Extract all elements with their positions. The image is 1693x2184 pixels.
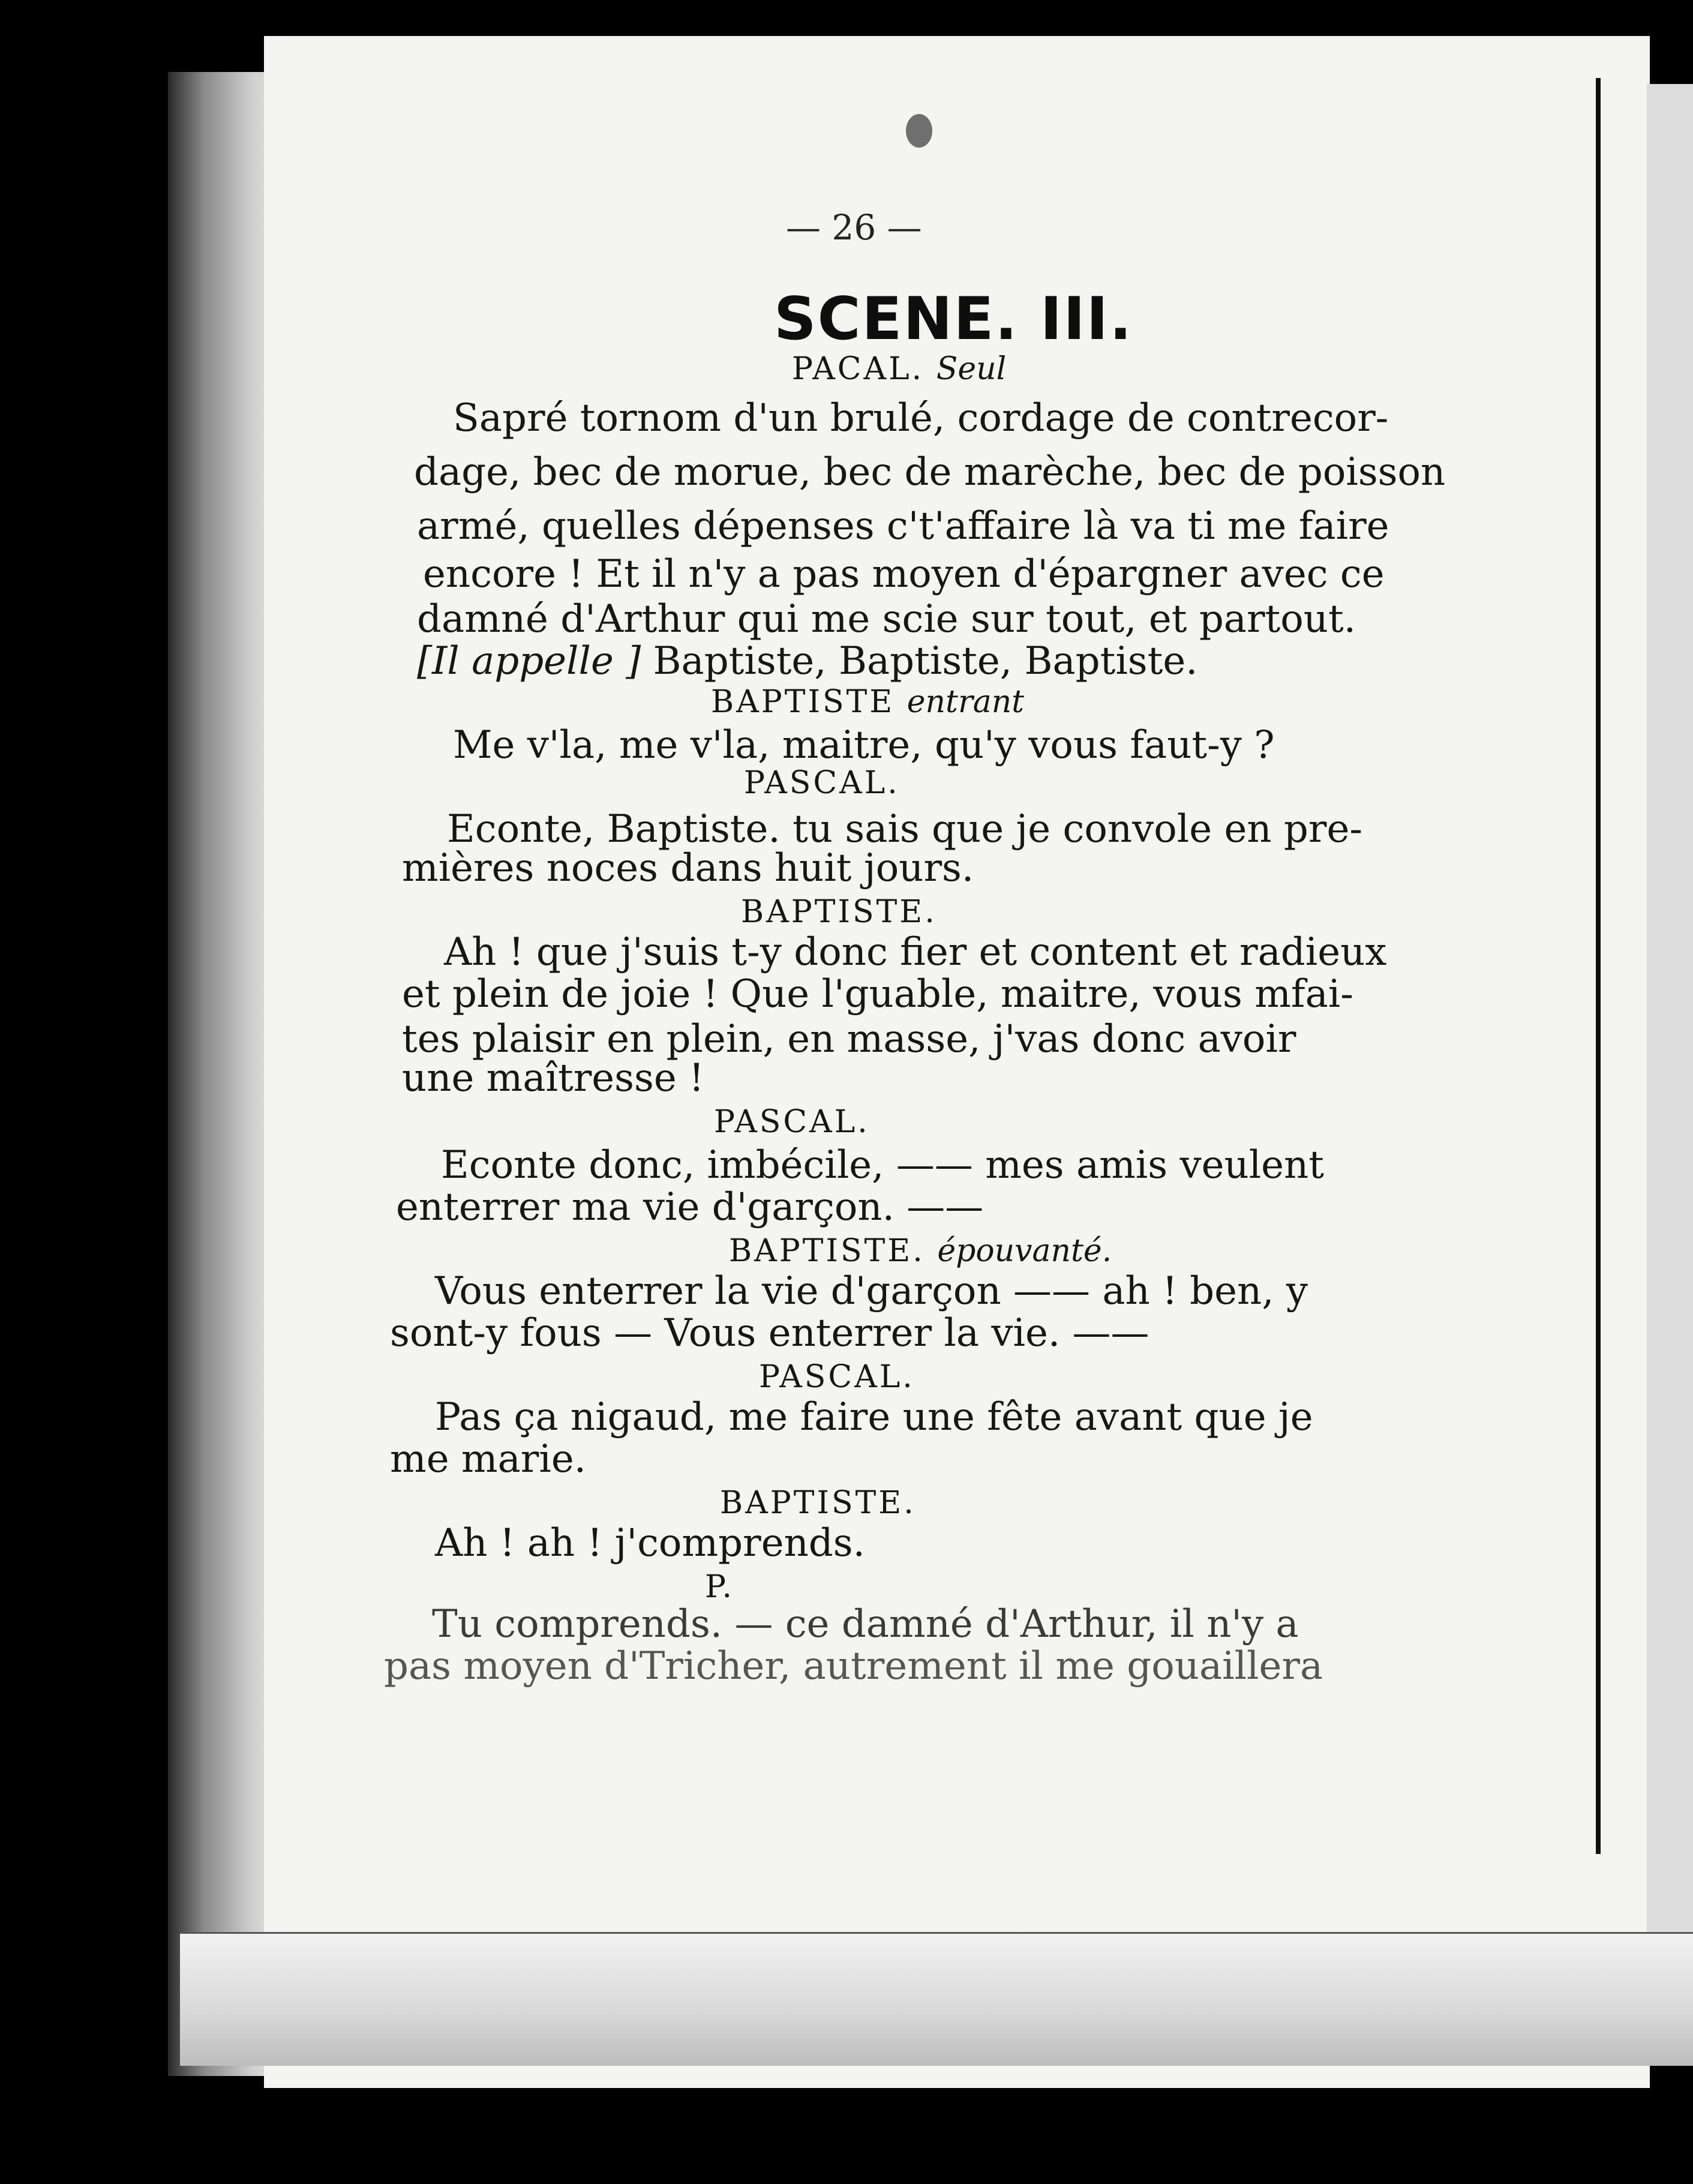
dialogue-line: Econte, Baptiste. tu sais que je convole en pre- <box>447 807 1362 851</box>
dialogue-line: Sapré tornom d'un brulé, cordage de contrecor- <box>453 396 1389 440</box>
dialogue-line: encore ! Et il n'y a pas moyen d'épargner avec ce <box>423 552 1385 596</box>
speaker-name: BAPTISTE. <box>720 1485 916 1521</box>
speaker-heading <box>729 1233 1112 1269</box>
speaker-heading <box>711 684 1024 720</box>
dialogue-line: me marie. <box>390 1437 587 1481</box>
page-number: — 26 — <box>786 207 922 248</box>
stage-direction: épouvanté. <box>937 1233 1112 1269</box>
speaker-heading <box>741 894 937 930</box>
facing-page-edge <box>1647 84 1693 2052</box>
dialogue-line: Ah ! ah ! j'comprends. <box>435 1521 865 1565</box>
dialogue-line: une maîtresse ! <box>402 1056 704 1100</box>
speaker-heading <box>792 351 1006 387</box>
speaker-heading <box>714 1104 870 1140</box>
page-bottom-shadow <box>180 1932 1693 2066</box>
ink-smudge <box>906 114 932 148</box>
dialogue-line: enterrer ma vie d'garçon. —— <box>396 1185 984 1229</box>
speaker-name: PASCAL. <box>744 765 900 801</box>
stage-direction: Seul <box>936 351 1007 387</box>
scene-title: SCENE. III. <box>774 285 1133 353</box>
dialogue-line: Vous enterrer la vie d'garçon —— ah ! ben, y <box>435 1269 1308 1313</box>
speaker-heading <box>744 765 900 801</box>
speaker-name: BAPTISTE <box>711 684 895 720</box>
dialogue-line: pas moyen d'Tricher, autrement il me gouaillera <box>384 1644 1323 1688</box>
stage-direction: entrant <box>906 684 1025 720</box>
speaker-heading <box>720 1485 916 1521</box>
dialogue-line: tes plaisir en plein, en masse, j'vas donc avoir <box>402 1017 1296 1061</box>
speaker-name: BAPTISTE. <box>741 894 937 930</box>
dialogue-line: dage, bec de morue, bec de marèche, bec de poisson <box>414 450 1446 494</box>
speaker-heading <box>759 1359 915 1395</box>
stage-direction: [Il appelle ] <box>417 639 641 683</box>
dialogue-line: Pas ça nigaud, me faire une fête avant que je <box>435 1395 1313 1439</box>
dialogue-line: sont-y fous — Vous enterrer la vie. —— <box>390 1311 1149 1355</box>
speaker-heading <box>705 1569 734 1605</box>
binding-thread <box>1596 78 1601 1854</box>
dialogue-line: [Il appelle ] Baptiste, Baptiste, Baptiste. <box>417 639 1198 683</box>
speaker-name: PASCAL. <box>714 1104 870 1140</box>
dialogue-line: damné d'Arthur qui me scie sur tout, et partout. <box>417 597 1356 641</box>
dialogue-line: et plein de joie ! Que l'guable, maitre, vous mfai- <box>402 972 1353 1016</box>
dialogue-line: armé, quelles dépenses c't'affaire là va ti me faire <box>417 504 1389 548</box>
dialogue-line: Tu comprends. — ce damné d'Arthur, il n'y a <box>432 1602 1299 1646</box>
dialogue-line: Me v'la, me v'la, maitre, qu'y vous faut-y ? <box>453 723 1275 767</box>
speaker-name: P. <box>705 1569 734 1605</box>
dialogue-line: Econte donc, imbécile, —— mes amis veulent <box>441 1143 1324 1187</box>
speaker-name: PASCAL. <box>759 1359 915 1395</box>
speaker-name: BAPTISTE. <box>729 1233 925 1269</box>
dialogue-line: Ah ! que j'suis t-y donc fier et content et radieux <box>444 930 1387 974</box>
dialogue-line: mières noces dans huit jours. <box>402 846 974 890</box>
speaker-name: PACAL. <box>792 351 924 387</box>
